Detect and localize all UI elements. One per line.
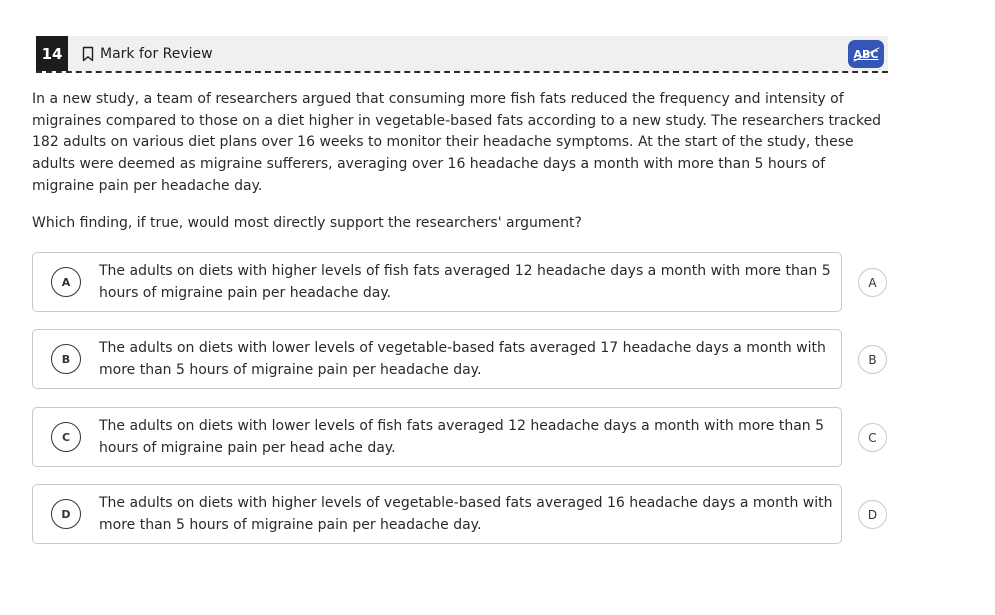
option-text-a: The adults on diets with higher levels of fish fats averaged 12 headache days a month with more than 5 hours of migraine pain per headache day. [99,263,831,301]
mark-for-review-label: Mark for Review [100,46,213,62]
question-prompt: Which finding, if true, would most directly support the researchers' argument? [32,215,582,231]
answer-option-c[interactable] [32,407,842,467]
mark-for-review-button[interactable] [82,44,213,64]
option-text-c: The adults on diets with lower levels of fish fats averaged 12 headache days a month with more than 5 hours of migraine pain per head ache day. [99,418,825,456]
eliminate-option-d-button[interactable]: D [858,500,887,529]
option-letter-b: B [51,344,81,374]
option-letter-a: A [51,267,81,297]
header-divider [36,71,888,73]
question-number: 14 [36,36,68,71]
answer-eliminator-button[interactable] [848,40,884,68]
answer-eliminator-icon: ABC [853,47,879,61]
bookmark-icon [82,46,94,62]
answer-option-b[interactable] [32,329,842,389]
option-letter-d: D [51,499,81,529]
answer-option-d[interactable] [32,484,842,544]
eliminate-option-b-button[interactable]: B [858,345,887,374]
option-text-d: The adults on diets with higher levels of vegetable-based fats averaged 16 headache days a month with more than 5 hours of migraine pain per headache day. [99,495,833,533]
answer-option-a[interactable] [32,252,842,312]
option-letter-c: C [51,422,81,452]
option-text-b: The adults on diets with lower levels of vegetable-based fats averaged 17 headache days a month with more than 5 hours of migraine pain per headache day. [99,340,826,378]
eliminate-option-a-button[interactable]: A [858,268,887,297]
passage-text: In a new study, a team of researchers argued that consuming more fish fats reduced the frequency and intensity of migraines compared to those on a diet higher in vegetable-based fats according to a new study. The researchers tracked 182 adults on various diet plans over 16 weeks to monitor their headache symptoms. At the start of the study, these adults were deemed as migraine sufferers, averaging over 16 headache days a month with more than 5 hours of migraine pain per headache day. [32,91,882,194]
eliminate-option-c-button[interactable]: C [858,423,887,452]
